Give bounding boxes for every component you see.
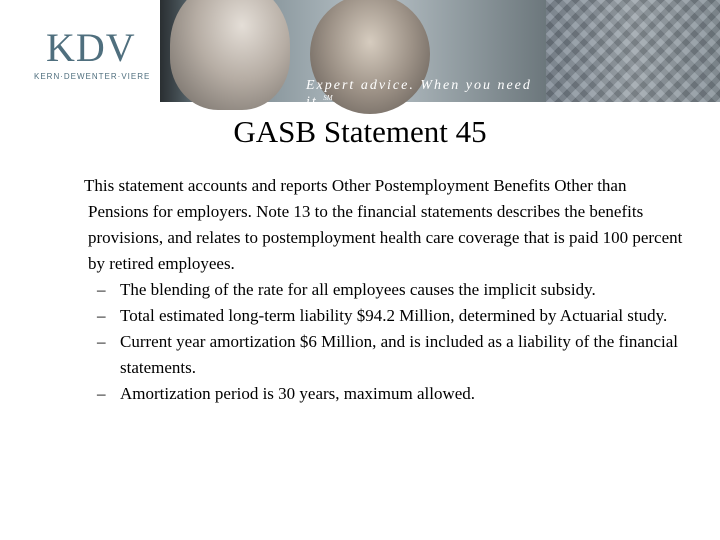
lead-paragraph: This statement accounts and reports Other Postemployment Benefits Other than Pensions for employers. Note 13 to the financial statements describes the benefits provisions, and relates to postemployment health care coverage that is paid 100 percent by retired employees. <box>84 176 683 273</box>
bullet-text: Current year amortization $6 Million, and is included as a liability of the financial statements. <box>120 332 679 377</box>
header-banner <box>0 0 720 110</box>
logo-subtext: KERN·DEWENTER·VIERE <box>34 72 151 81</box>
slide-title: GASB Statement 45 <box>233 114 487 149</box>
header-texture <box>546 0 720 102</box>
tagline-text: Expert advice. When you need it. <box>306 78 532 110</box>
service-mark: SM <box>323 94 333 102</box>
bullet-item <box>84 329 684 381</box>
bullet-item <box>84 381 684 407</box>
company-logo <box>0 0 160 102</box>
bullet-item <box>84 303 684 329</box>
tagline <box>306 78 546 111</box>
slide-body <box>84 173 684 407</box>
photo-person-left <box>170 0 290 110</box>
bullet-dash: – <box>97 332 106 351</box>
bullet-text: Total estimated long-term liability $94.2 Million, determined by Actuarial study. <box>120 306 668 325</box>
bullet-list <box>84 277 684 407</box>
bullet-text: Amortization period is 30 years, maximum allowed. <box>120 384 476 403</box>
bullet-dash: – <box>97 384 106 403</box>
logo-text: KDV <box>46 25 136 70</box>
bullet-dash: – <box>97 306 106 325</box>
bullet-item <box>84 277 684 303</box>
bullet-text: The blending of the rate for all employees causes the implicit subsidy. <box>120 280 596 299</box>
bullet-dash: – <box>97 280 106 299</box>
header-photo <box>160 0 546 110</box>
